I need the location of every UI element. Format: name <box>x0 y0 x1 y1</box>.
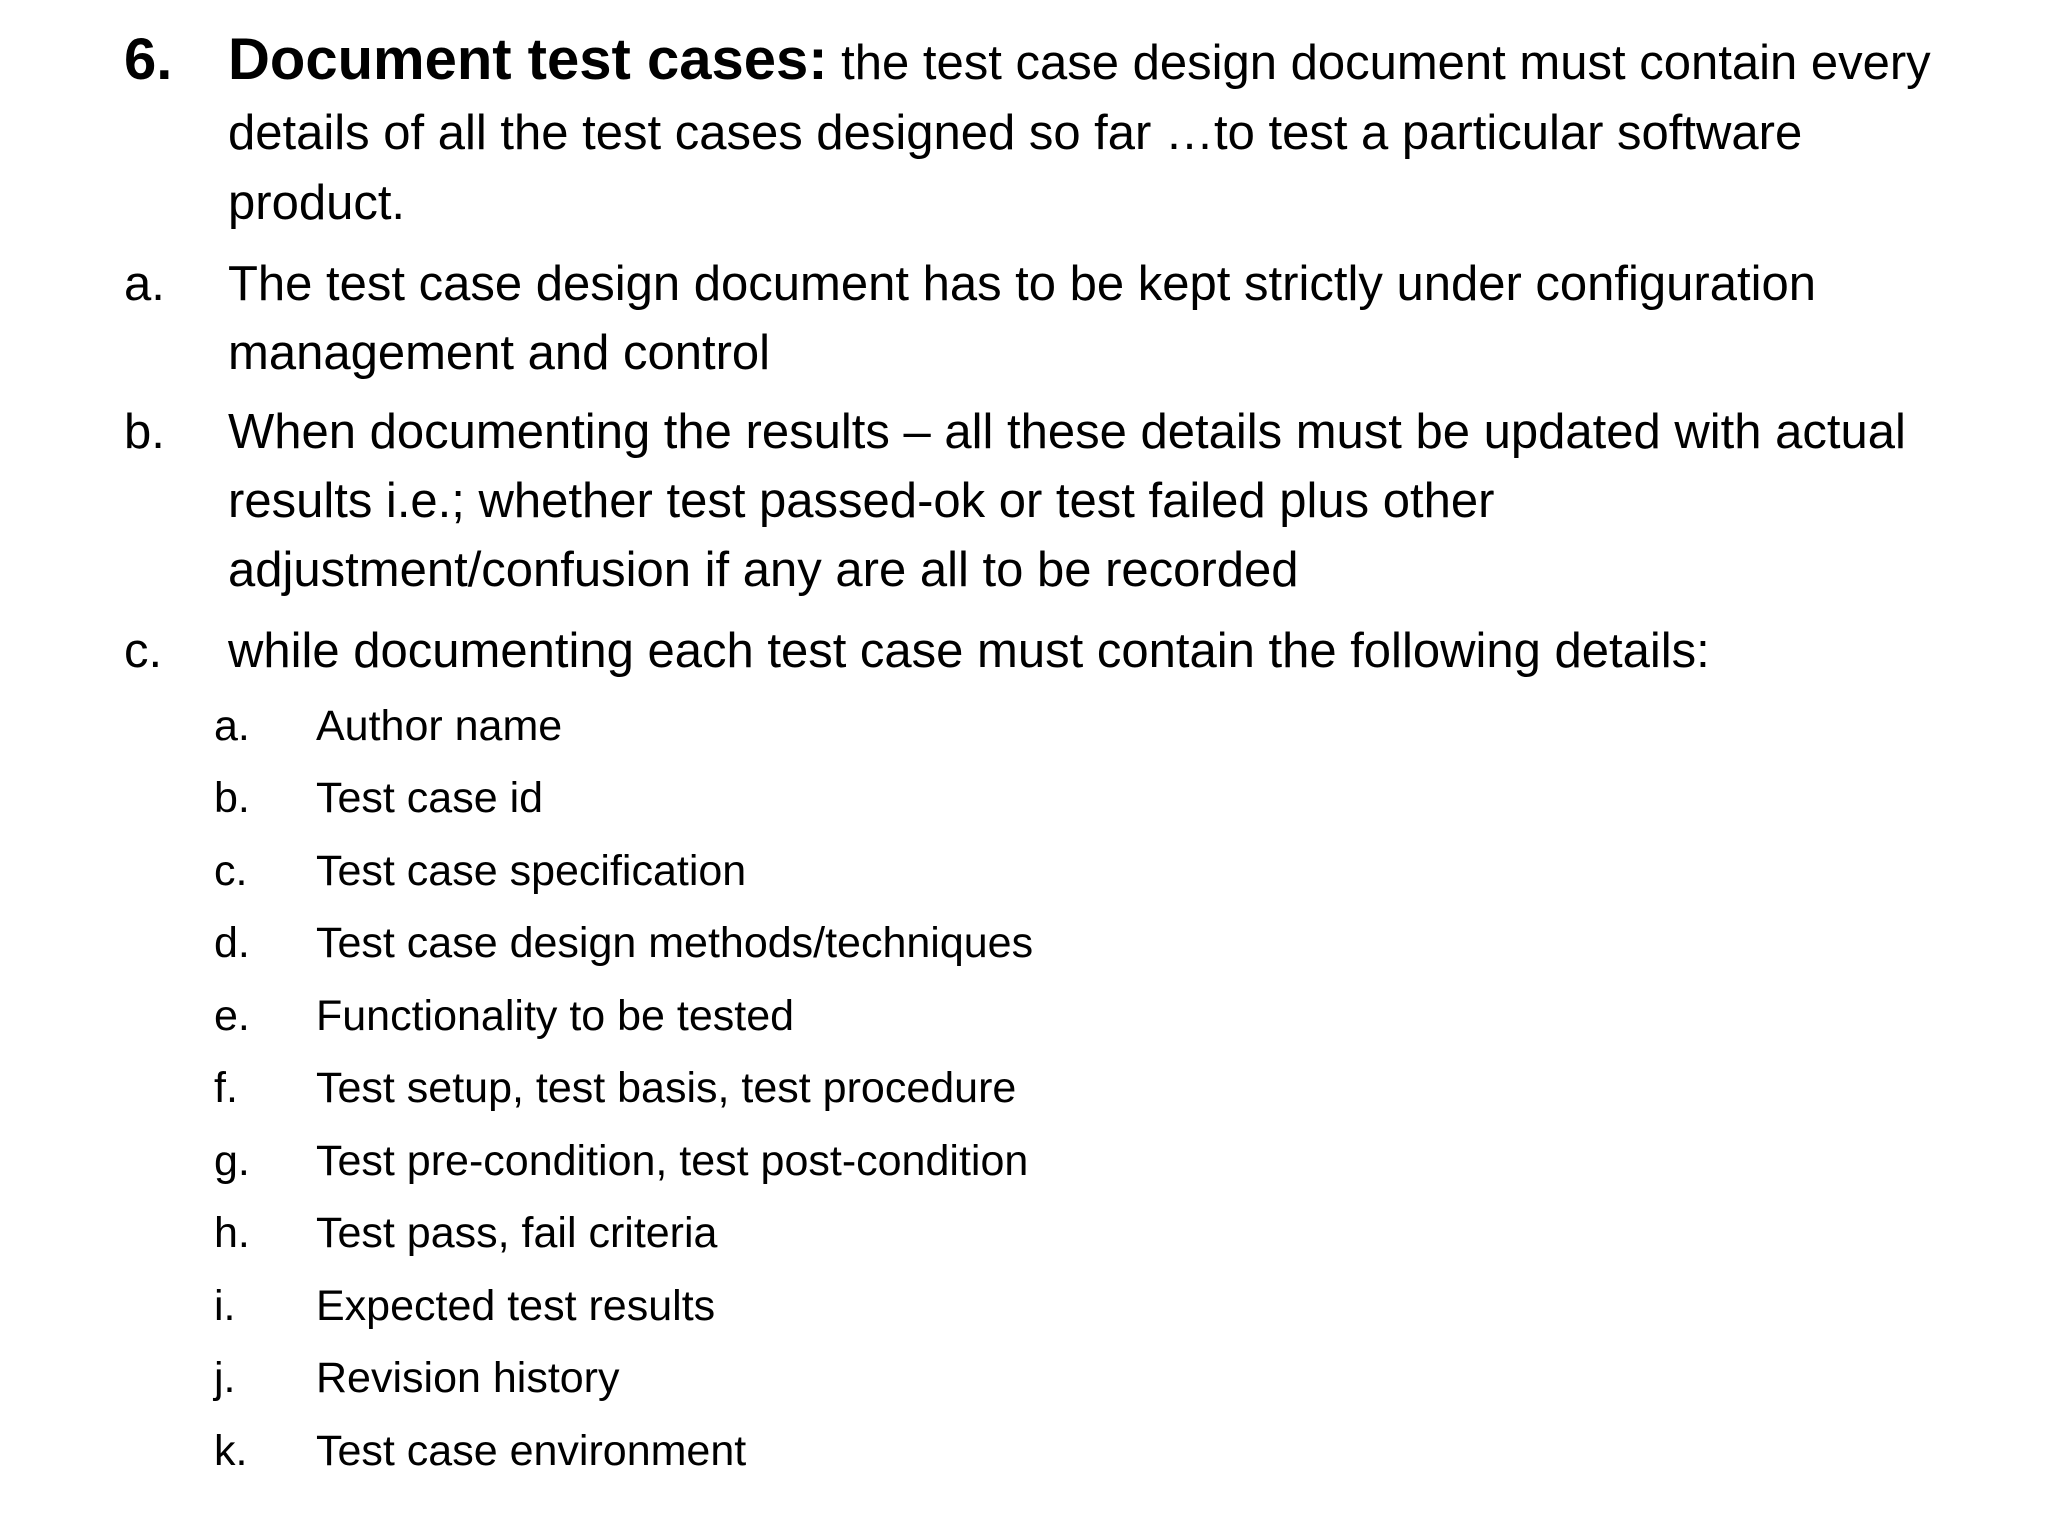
list-item-text: while documenting each test case must contain the following details: <box>228 624 1710 678</box>
detail-item-marker: g. <box>214 1137 250 1185</box>
detail-item-marker: e. <box>214 992 250 1040</box>
detail-item-marker: a. <box>214 702 250 750</box>
main-item-body: the test case design document must contain every details of all the test cases designed so far …to test a particular software product. <box>228 36 1931 230</box>
detail-item-marker: b. <box>214 774 250 822</box>
detail-item-marker: d. <box>214 919 250 967</box>
detail-item-text: Revision history <box>316 1354 620 1402</box>
detail-item-text: Test case environment <box>316 1427 747 1475</box>
detail-item-text: Author name <box>316 702 563 750</box>
detail-item-text: Expected test results <box>316 1282 716 1330</box>
list-item-marker: a. <box>124 257 165 311</box>
detail-item-text: Test pre-condition, test post-condition <box>316 1137 1029 1185</box>
detail-item-text: Test setup, test basis, test procedure <box>316 1064 1017 1112</box>
main-item-title: Document test cases: <box>228 27 828 92</box>
detail-item-marker: k. <box>214 1427 248 1475</box>
detail-item-text: Test case design methods/techniques <box>316 919 1034 967</box>
detail-item-marker: f. <box>214 1064 238 1112</box>
detail-item-text: Test pass, fail criteria <box>316 1209 718 1257</box>
detail-item-marker: i. <box>214 1282 236 1330</box>
list-item-text: When documenting the results – all these details must be updated with actual results i.e.; whether test passed-ok or test failed plus other adjustment/confusion if any are all to be recorded <box>228 405 1906 597</box>
detail-item-text: Test case specification <box>316 847 747 895</box>
detail-item-text: Test case id <box>316 774 544 822</box>
detail-item-marker: c. <box>214 847 248 895</box>
detail-item-marker: h. <box>214 1209 250 1257</box>
main-item-number: 6. <box>124 27 173 92</box>
detail-item-text: Functionality to be tested <box>316 992 795 1040</box>
detail-item-marker: j. <box>214 1354 236 1402</box>
main-item-text <box>228 25 1948 238</box>
list-item-text: The test case design document has to be kept strictly under configuration management and control <box>228 257 1816 380</box>
list-item-marker: b. <box>124 405 165 459</box>
list-item-marker: c. <box>124 624 163 678</box>
